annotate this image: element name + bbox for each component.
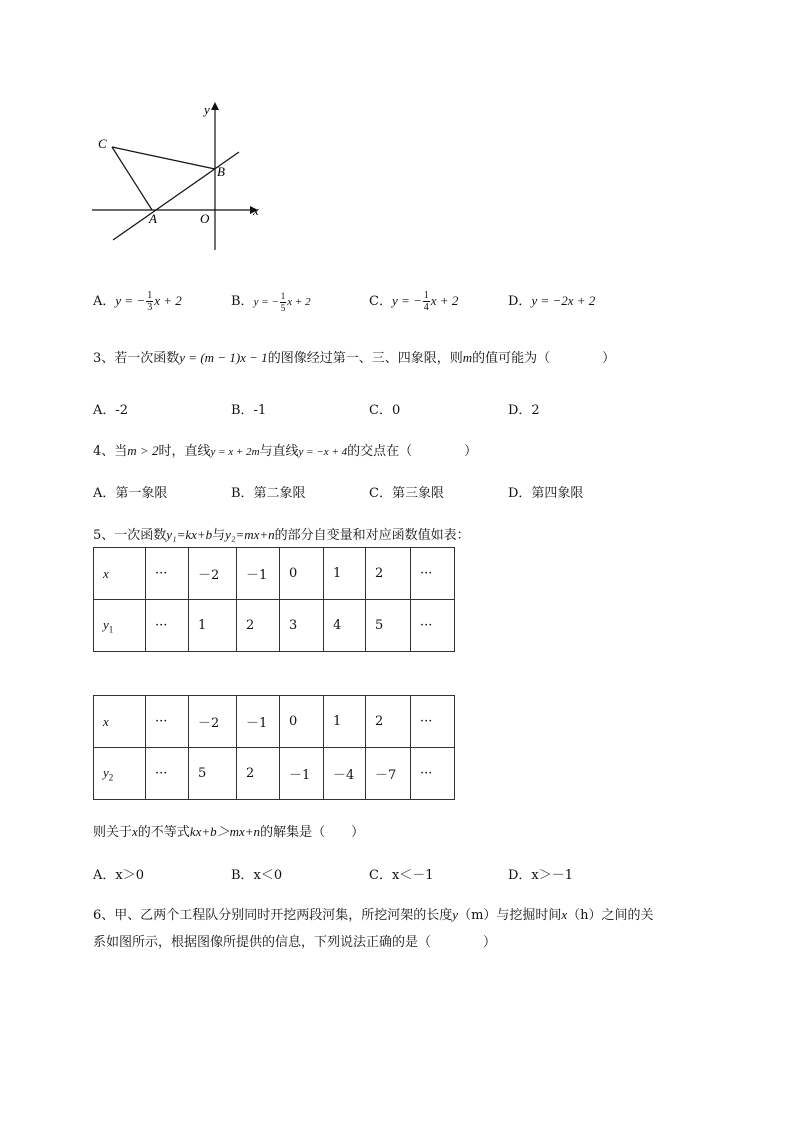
option-letter: B． xyxy=(231,294,254,309)
q4-options xyxy=(93,482,713,502)
question-3 xyxy=(93,347,615,366)
q6-var-x: x xyxy=(561,907,568,922)
option-expr-tail: x + 2 xyxy=(154,293,182,308)
q3-option-b: B．-1 xyxy=(231,403,267,418)
q5-question-mid: 的不等式 xyxy=(137,825,190,840)
q5-inequality: kx+b＞mx+n xyxy=(189,824,261,839)
label-c: C xyxy=(98,136,107,151)
row-label-x: x xyxy=(94,696,146,748)
q5-option-b: B．x＜0 xyxy=(231,868,283,883)
q4-mid1: 时，直线 xyxy=(158,444,211,459)
table-cell: 2 xyxy=(237,748,280,800)
q4-tail: 的交点在（ ） xyxy=(347,444,478,459)
table-cell: 5 xyxy=(189,748,237,800)
option-letter: A． xyxy=(93,294,116,309)
table-cell: ··· xyxy=(411,548,455,600)
option-expr: y = − xyxy=(115,293,146,308)
coordinate-figure xyxy=(88,96,278,256)
q5-question-var: x xyxy=(132,824,138,839)
q4-condition: m > 2 xyxy=(127,443,159,458)
y-axis-arrow xyxy=(211,102,219,110)
segment-cb xyxy=(112,147,215,169)
table-cell: ··· xyxy=(146,548,189,600)
option-expr-tail: x + 2 xyxy=(430,293,459,308)
q5-question xyxy=(93,821,364,840)
label-y: y xyxy=(204,102,210,117)
q6-text: （h）之间的关 xyxy=(567,908,654,923)
q4-option-d: D．第四象限 xyxy=(508,486,584,501)
table-cell: －1 xyxy=(280,748,324,800)
q2-option-a xyxy=(93,290,182,313)
q3-option-c: C．0 xyxy=(369,403,401,418)
table-cell: －1 xyxy=(237,548,280,600)
q3-option-d: D．2 xyxy=(508,403,540,418)
table-cell: －7 xyxy=(366,748,411,800)
label-o: O xyxy=(200,211,210,226)
q6-text: 6、甲、乙两个工程队分别同时开挖两段河集，所挖河架的长度 xyxy=(93,908,453,923)
table-cell: 5 xyxy=(366,600,411,652)
fraction: $\frac{1}{3}$ xyxy=(147,290,153,313)
table-cell: ··· xyxy=(146,748,189,800)
question-6-line-1 xyxy=(93,904,654,923)
q5-option-c: C．x＜－1 xyxy=(369,868,434,883)
fraction: $\frac{1}{4}$ xyxy=(423,290,429,313)
q4-option-b: B．第二象限 xyxy=(231,486,306,501)
segment-ca xyxy=(112,147,152,210)
q3-lead: 3、若一次函数 xyxy=(93,351,180,366)
q5-option-d: D．x＞－1 xyxy=(508,868,574,883)
q2-option-b xyxy=(231,290,311,314)
value-table-1 xyxy=(93,547,455,652)
table-cell: －1 xyxy=(237,696,280,748)
option-expr: y = − xyxy=(391,293,422,308)
q5-question-lead: 则关于 xyxy=(93,825,133,840)
table-cell: ··· xyxy=(411,696,455,748)
table-cell: 1 xyxy=(324,696,366,748)
value-table-2 xyxy=(93,695,455,800)
table-cell: 4 xyxy=(324,600,366,652)
option-expr: y = −2x + 2 xyxy=(531,293,596,308)
table-cell: ··· xyxy=(146,696,189,748)
q2-options xyxy=(93,290,713,313)
q4-lead: 4、当 xyxy=(93,444,128,459)
q5-function-2: y₂=mx+n xyxy=(225,527,275,542)
q3-formula: y = (m − 1)x − 1 xyxy=(179,350,268,365)
table-row xyxy=(94,600,455,652)
row-label-y1: $y_1$ xyxy=(94,600,146,652)
q3-option-a: A．-2 xyxy=(93,403,129,418)
table-cell: 1 xyxy=(324,548,366,600)
table-cell: －2 xyxy=(189,548,237,600)
q6-var-y: y xyxy=(452,907,459,922)
table-cell: ··· xyxy=(411,600,455,652)
q5-options xyxy=(93,864,713,884)
q4-line1: y = x + 2m xyxy=(210,446,260,458)
q5-tail: 的部分自变量和对应函数值如表： xyxy=(274,528,470,543)
table-cell: 0 xyxy=(280,548,324,600)
fraction: $\frac{1}{5}$ xyxy=(280,290,286,313)
table-cell: －4 xyxy=(324,748,366,800)
q4-option-a: A．第一象限 xyxy=(93,486,168,501)
table-cell: 0 xyxy=(280,696,324,748)
q2-option-c xyxy=(369,290,458,313)
q5-lead: 5、一次函数 xyxy=(93,528,167,543)
q3-tail: 的值可能为（ ） xyxy=(472,351,616,366)
option-letter: D． xyxy=(508,294,532,309)
option-expr: y = − xyxy=(253,296,279,308)
q5-option-a: A．x＞0 xyxy=(93,868,144,883)
row-label-y2: $y_2$ xyxy=(94,748,146,800)
q4-mid2: 与直线 xyxy=(259,444,299,459)
table-cell: 2 xyxy=(237,600,280,652)
q5-question-tail: 的解集是（ ） xyxy=(260,825,365,840)
q3-mid: 的图像经过第一、三、四象限，则 xyxy=(267,351,463,366)
q5-mid: 与 xyxy=(212,528,226,543)
table-cell: 2 xyxy=(366,548,411,600)
table-row xyxy=(94,696,455,748)
q4-line2: y = −x + 4 xyxy=(298,446,348,458)
q2-option-d xyxy=(508,290,595,309)
q3-var: m xyxy=(462,350,473,365)
table-row xyxy=(94,748,455,800)
question-4 xyxy=(93,440,477,459)
table-cell: 2 xyxy=(366,696,411,748)
table-cell: 3 xyxy=(280,600,324,652)
option-expr-tail: x + 2 xyxy=(287,296,311,308)
q6-text: （m）与挖掘时间 xyxy=(458,908,562,923)
label-a: A xyxy=(149,211,157,226)
table-cell: 1 xyxy=(189,600,237,652)
option-letter: C． xyxy=(369,294,392,309)
table-cell: ··· xyxy=(146,600,189,652)
table-cell: ··· xyxy=(411,748,455,800)
question-5 xyxy=(93,524,470,543)
label-x: x xyxy=(253,203,259,218)
q3-options xyxy=(93,399,713,419)
table-row xyxy=(94,548,455,600)
q5-function-1: y₁=kx+b xyxy=(166,527,213,542)
question-6-line-2: 系如图所示，根据图像所提供的信息，下列说法正确的是（ ） xyxy=(93,935,497,950)
q4-option-c: C．第三象限 xyxy=(369,486,444,501)
row-label-x: x xyxy=(94,548,146,600)
label-b: B xyxy=(217,164,225,179)
table-cell: －2 xyxy=(189,696,237,748)
